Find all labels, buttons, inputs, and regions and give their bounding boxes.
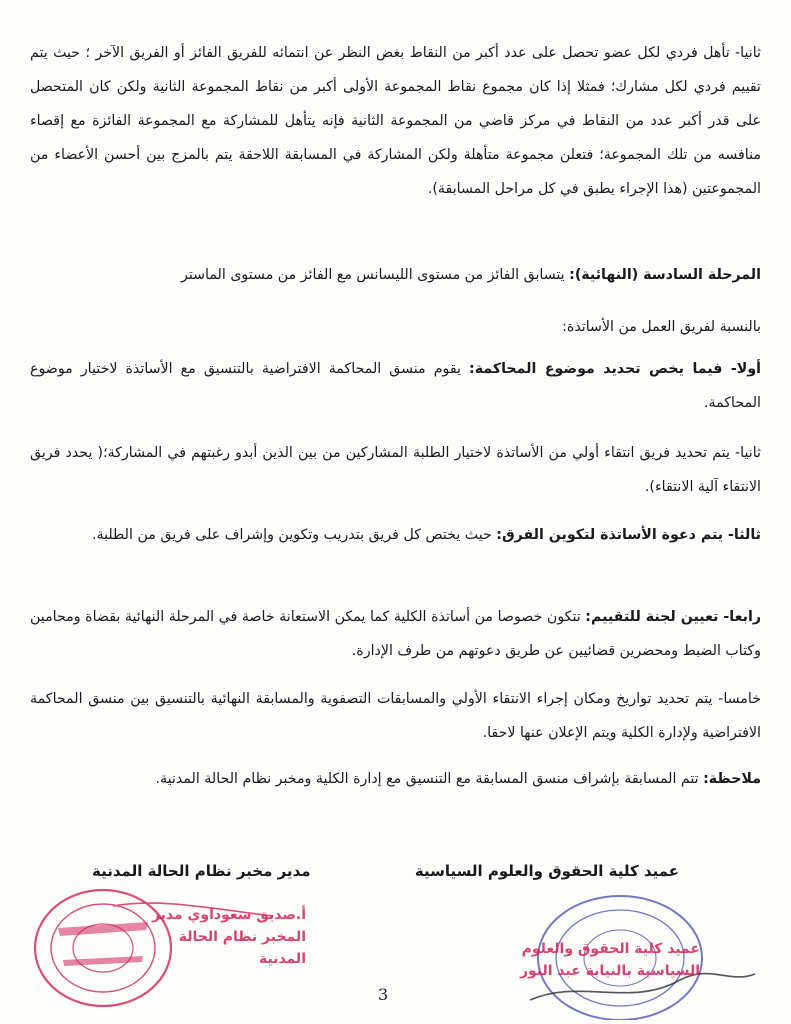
dean-stamp-text: عميد كلية الحقوق والعلوم السياسية بالنيابة عبد النور — [519, 941, 700, 979]
paragraph-final-stage: المرحلة السادسة (النهائية): يتسابق الفائز من مستوى الليسانس مع الفائز من مستوى الماستر — [181, 267, 761, 283]
evaluation-committee-heading: رابعا- تعيين لجنة للتقييم: — [585, 609, 761, 625]
dean-stamp — [470, 888, 770, 1020]
lab-director-title: مدير مخبر نظام الحالة المدنية — [92, 862, 311, 880]
paragraph-team-formation: ثالثا- يتم دعوة الأساتذة لتكوين الفرق: حيث يختص كل فريق بتدريب وتكوين وإشراف على فريق من الطلبة. — [91, 527, 761, 543]
paragraph-evaluation-committee: رابعا- تعيين لجنة للتقييم: تتكون خصوصا من أساتذة الكلية كما يمكن الاستعانة خاصة في المرحلة النهائية بقضاة ومحامين وكتاب الضبط ومحضرين قضائيين عن طريق دعوتهم من طرف الإدارة. — [30, 609, 761, 659]
paragraph-selection-team: ثانيا- يتم تحديد فريق انتقاء أولي من الأساتذة لاختيار الطلبة المشاركين من بين الذين أبدو رغبتهم في المشاركة؛( يحدد فريق الانتقاء آلية الانتقاء). — [30, 445, 761, 495]
paragraph-individual-qualification: ثانيا- تأهل فردي لكل عضو تحصل على عدد أكبر من النقاط بغض النظر عن انتمائه للفريق الفائز أو الفريق الآخر ؛ حيث يتم تقييم فردي لكل مشارك؛ فمثلا إذا كان مجموع نقاط المجموعة الأولى أكبر من نقاط المجموعة الثانية ولكن كان المتحصل على قدر أكبر عدد من النقاط في مركز قاضي من المجموعة الثانية فإنه يتأهل للمشاركة مع المجموعة الفائزة مع إقصاء منافسه من تلك المجموعة؛ فتعلن مجموعة متأهلة ولكن المشاركة في المسابقة اللاحقة يتم بالمزج بين أحسن الأعضاء من المجموعتين (هذا الإجراء يطبق في كل مراحل المسابقة). — [30, 45, 761, 197]
paragraph-dates-coordination: خامسا- يتم تحديد تواريخ ومكان إجراء الانتقاء الأولي والمسابقات التصفوية والمسابقة النهائية بالتنسيق بين منسق المحاكمة الافتراضية ولإدارة الكلية ويتم الإعلان عنها لاحقا. — [30, 691, 761, 741]
paragraph-teachers-team: بالنسبة لفريق العمل من الأساتذة: — [562, 319, 761, 335]
note-heading: ملاحظة: — [703, 771, 761, 787]
dean-title: عميد كلية الحقوق والعلوم السياسية — [414, 862, 679, 880]
team-formation-heading: ثالثا- يتم دعوة الأساتذة لتكوين الفرق: — [496, 527, 761, 543]
paragraph-trial-topic: أولا- فيما يخص تحديد موضوع المحاكمة: يقوم منسق المحاكمة الافتراضية بالتنسيق مع الأساتذة لاختيار موضوع المحاكمة. — [30, 361, 762, 411]
paragraph-note: ملاحظة: تتم المسابقة بإشراف منسق المسابقة مع التنسيق مع إدارة الكلية ومخبر نظام الحالة المدنية. — [155, 771, 761, 787]
lab-director-stamp-text: أ.صديق سعوداوي مدير المخبر نظام الحالة المدنية — [151, 907, 306, 967]
final-stage-heading: المرحلة السادسة (النهائية): — [569, 267, 761, 283]
lab-director-stamp — [18, 888, 308, 1018]
page-number: 3 — [378, 985, 389, 1004]
trial-topic-heading: أولا- فيما يخص تحديد موضوع المحاكمة: — [469, 361, 762, 377]
